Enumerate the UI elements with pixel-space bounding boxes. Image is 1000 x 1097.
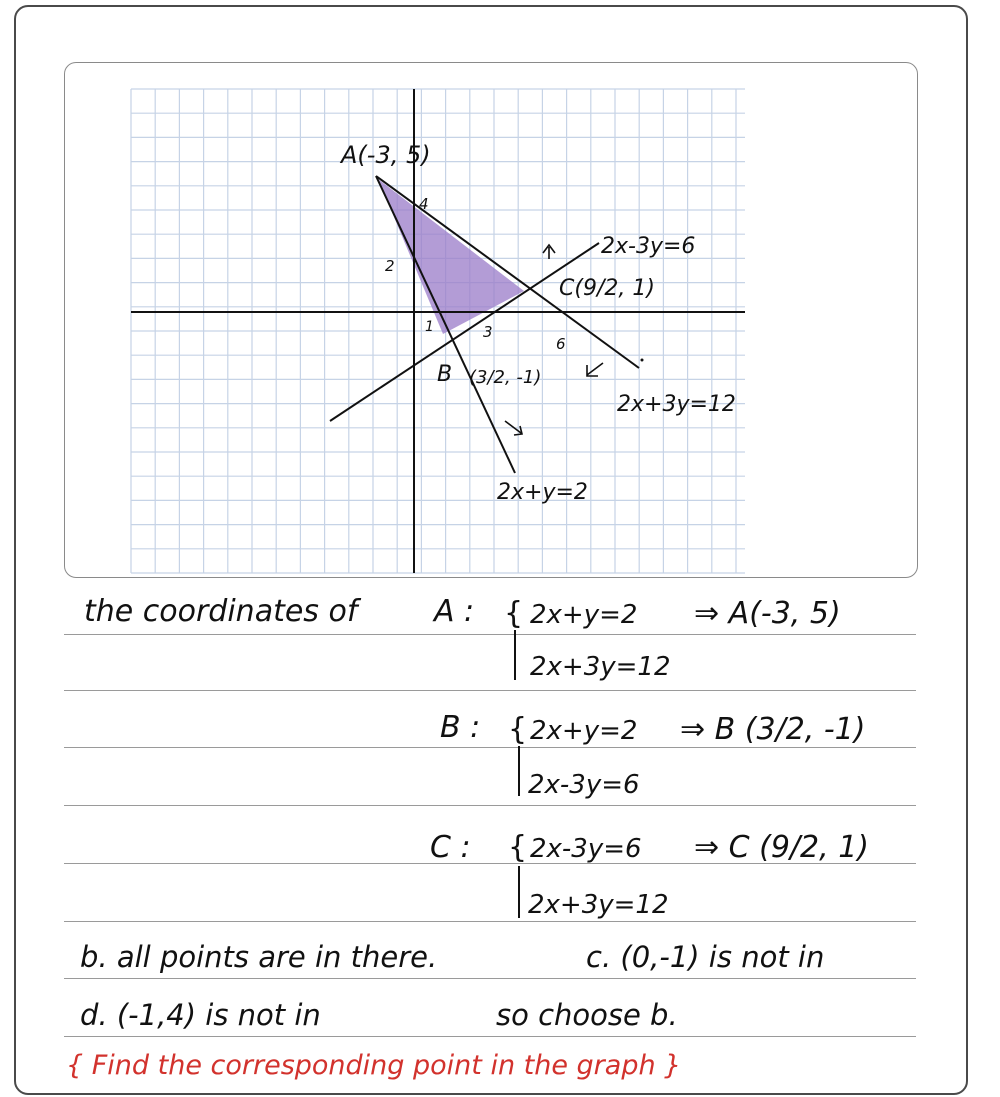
arrow-up-icon xyxy=(543,245,555,259)
label-eq-2x-plus-y: 2x+y=2 xyxy=(497,480,588,505)
ruled-line xyxy=(64,747,916,748)
solution-b-eq2: 2x-3y=6 xyxy=(528,770,640,800)
solution-b-eq1: 2x+y=2 xyxy=(530,716,638,746)
solution-b-result: ⇒ B (3/2, -1) xyxy=(680,712,866,747)
graph-panel xyxy=(64,62,918,578)
label-eq-2x-plus-3y: 2x+3y=12 xyxy=(617,392,736,417)
hint-text: { Find the corresponding point in the graph } xyxy=(66,1050,682,1081)
coordinate-graph xyxy=(65,63,917,577)
solution-c-eq1: 2x-3y=6 xyxy=(530,834,642,864)
brace-b: { xyxy=(508,712,528,747)
tick-label-6: 6 xyxy=(556,335,566,353)
answer-c: c. (0,-1) is not in xyxy=(586,940,825,974)
tick-label-4: 4 xyxy=(419,195,429,213)
solution-c-result: ⇒ C (9/2, 1) xyxy=(694,830,870,865)
solution-a-label: A : xyxy=(434,594,475,629)
label-eq-2x-minus-3y: 2x-3y=6 xyxy=(601,234,696,259)
solution-c-label: C : xyxy=(430,830,471,865)
solution-a-eq1: 2x+y=2 xyxy=(530,600,638,630)
solution-a-eq2: 2x+3y=12 xyxy=(530,652,671,682)
brace-a: { xyxy=(504,596,524,631)
solution-a-result: ⇒ A(-3, 5) xyxy=(694,596,841,631)
feasible-region xyxy=(378,179,524,334)
label-point-a: A(-3, 5) xyxy=(341,141,431,169)
solution-intro: the coordinates of xyxy=(84,594,358,629)
brace-c: { xyxy=(508,830,528,865)
label-point-c: C(9/2, 1) xyxy=(559,276,655,301)
ruled-line xyxy=(64,634,916,635)
label-point-b: B xyxy=(437,362,453,387)
answer-b: b. all points are in there. xyxy=(80,940,438,974)
ruled-line xyxy=(64,1036,916,1037)
answer-choose: so choose b. xyxy=(496,998,678,1032)
arrow-down-left-icon xyxy=(587,363,603,376)
ruled-line xyxy=(64,690,916,691)
ruled-line xyxy=(64,978,916,979)
dot-mark xyxy=(641,359,644,362)
brace-bar-a xyxy=(514,630,516,680)
answer-d: d. (-1,4) is not in xyxy=(80,998,321,1032)
label-point-b-coord: (3/2, -1) xyxy=(469,367,542,388)
line-2x-plus-3y-eq-12 xyxy=(376,176,639,368)
ruled-line xyxy=(64,805,916,806)
solution-b-label: B : xyxy=(440,710,481,745)
tick-label-3: 3 xyxy=(483,323,493,341)
ruled-line xyxy=(64,921,916,922)
grid xyxy=(131,89,745,573)
brace-bar-b xyxy=(518,746,520,796)
brace-bar-c xyxy=(518,866,520,918)
tick-label-2: 2 xyxy=(385,257,395,275)
solution-c-eq2: 2x+3y=12 xyxy=(528,890,669,920)
tick-label-1: 1 xyxy=(425,319,434,335)
